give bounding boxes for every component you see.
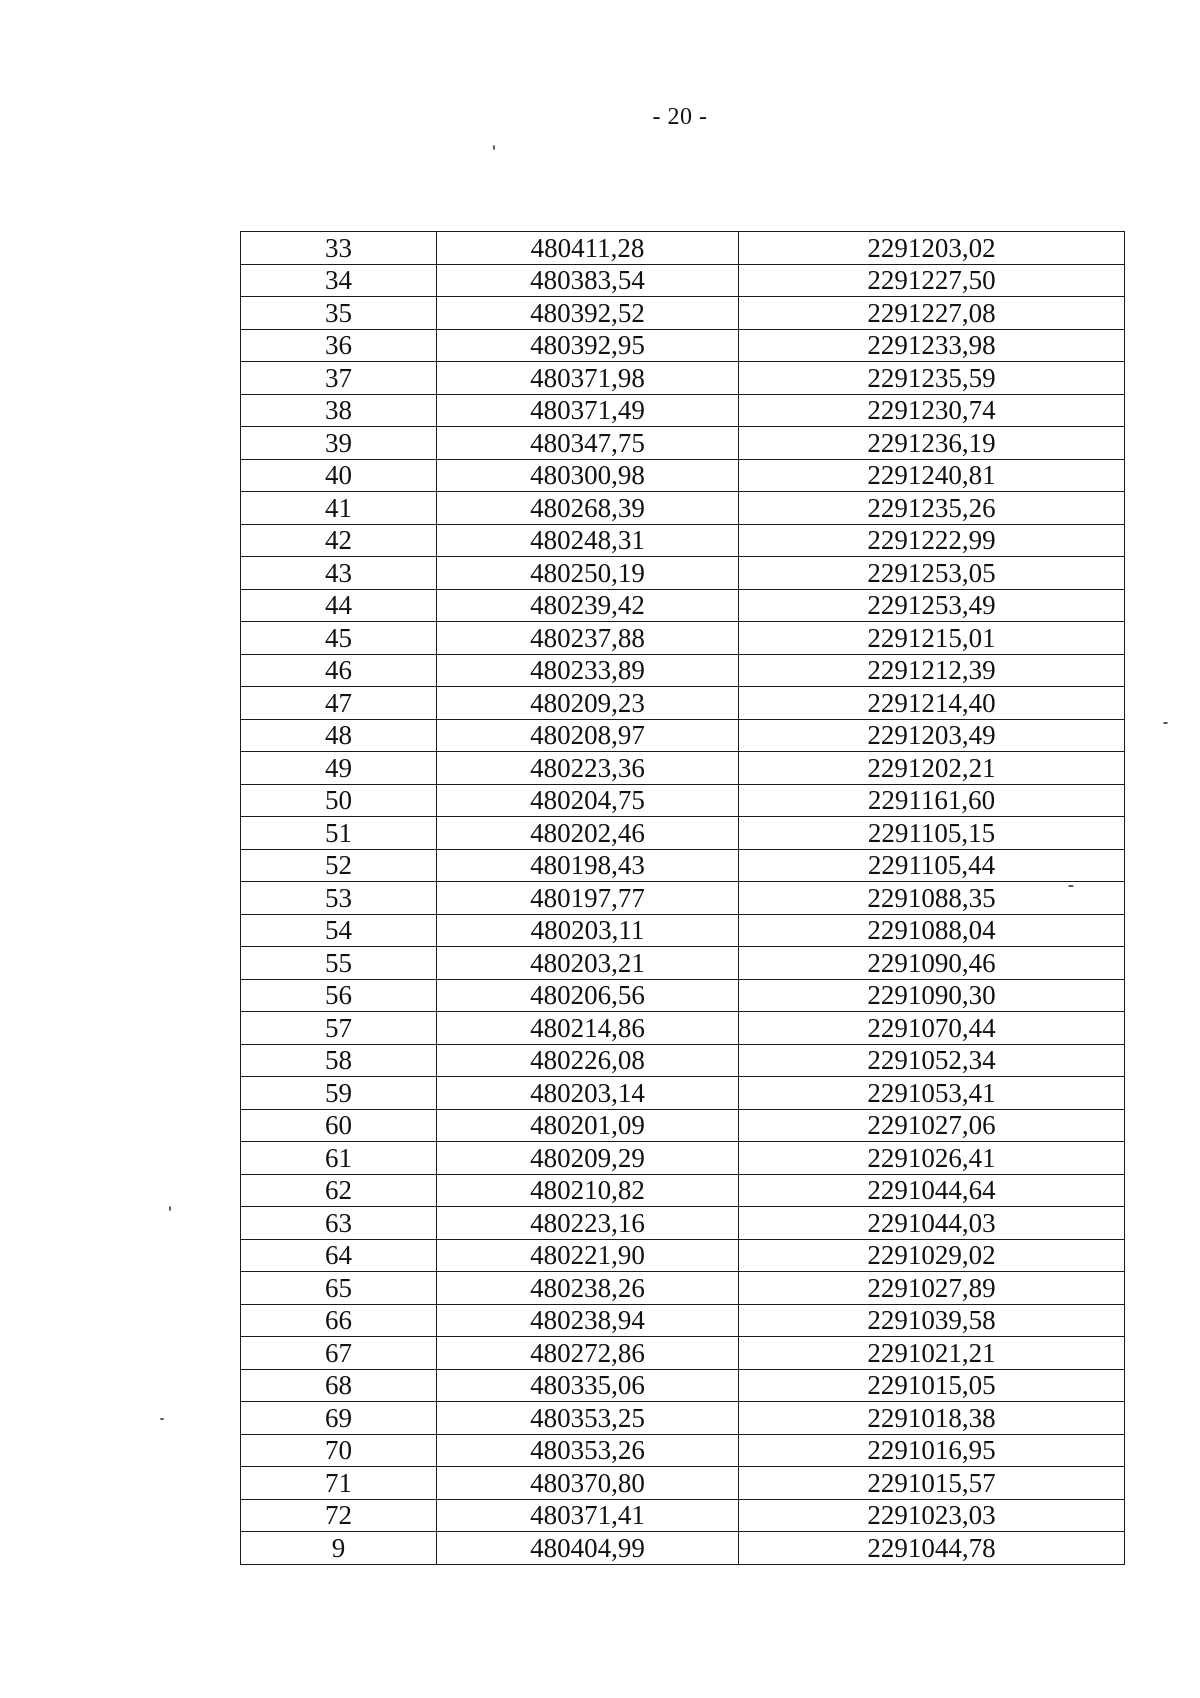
x-coordinate-cell: 480202,46 <box>437 817 739 850</box>
table-row <box>241 1272 1125 1305</box>
point-number-cell: 67 <box>241 1337 437 1370</box>
table-row <box>241 622 1125 655</box>
x-coordinate-cell: 480272,86 <box>437 1337 739 1370</box>
y-coordinate-cell: 2291240,81 <box>739 459 1125 492</box>
x-coordinate-cell: 480370,80 <box>437 1467 739 1500</box>
point-number-cell: 51 <box>241 817 437 850</box>
y-coordinate-cell: 2291214,40 <box>739 687 1125 720</box>
scan-speck <box>169 1206 171 1211</box>
table-row <box>241 1077 1125 1110</box>
y-coordinate-cell: 2291015,05 <box>739 1369 1125 1402</box>
table-row <box>241 882 1125 915</box>
point-number-cell: 64 <box>241 1239 437 1272</box>
point-number-cell: 69 <box>241 1402 437 1435</box>
y-coordinate-cell: 2291021,21 <box>739 1337 1125 1370</box>
x-coordinate-cell: 480206,56 <box>437 979 739 1012</box>
point-number-cell: 43 <box>241 557 437 590</box>
coordinates-table <box>240 231 1125 1565</box>
point-number-cell: 56 <box>241 979 437 1012</box>
x-coordinate-cell: 480237,88 <box>437 622 739 655</box>
table-row <box>241 1207 1125 1240</box>
x-coordinate-cell: 480411,28 <box>437 232 739 265</box>
y-coordinate-cell: 2291235,59 <box>739 362 1125 395</box>
x-coordinate-cell: 480214,86 <box>437 1012 739 1045</box>
y-coordinate-cell: 2291026,41 <box>739 1142 1125 1175</box>
table-row <box>241 849 1125 882</box>
point-number-cell: 49 <box>241 752 437 785</box>
point-number-cell: 35 <box>241 297 437 330</box>
table-row <box>241 362 1125 395</box>
x-coordinate-cell: 480383,54 <box>437 264 739 297</box>
y-coordinate-cell: 2291027,06 <box>739 1109 1125 1142</box>
point-number-cell: 59 <box>241 1077 437 1110</box>
x-coordinate-cell: 480203,21 <box>437 947 739 980</box>
x-coordinate-cell: 480353,25 <box>437 1402 739 1435</box>
y-coordinate-cell: 2291053,41 <box>739 1077 1125 1110</box>
y-coordinate-cell: 2291029,02 <box>739 1239 1125 1272</box>
point-number-cell: 9 <box>241 1532 437 1565</box>
x-coordinate-cell: 480226,08 <box>437 1044 739 1077</box>
x-coordinate-cell: 480300,98 <box>437 459 739 492</box>
coordinates-table-body <box>241 232 1125 1565</box>
point-number-cell: 65 <box>241 1272 437 1305</box>
y-coordinate-cell: 2291227,08 <box>739 297 1125 330</box>
table-row <box>241 1499 1125 1532</box>
table-row <box>241 1304 1125 1337</box>
scan-speck <box>1163 722 1168 724</box>
table-row <box>241 1174 1125 1207</box>
point-number-cell: 58 <box>241 1044 437 1077</box>
x-coordinate-cell: 480268,39 <box>437 492 739 525</box>
table-row <box>241 1369 1125 1402</box>
point-number-cell: 38 <box>241 394 437 427</box>
y-coordinate-cell: 2291105,44 <box>739 849 1125 882</box>
point-number-cell: 62 <box>241 1174 437 1207</box>
y-coordinate-cell: 2291090,30 <box>739 979 1125 1012</box>
x-coordinate-cell: 480198,43 <box>437 849 739 882</box>
x-coordinate-cell: 480204,75 <box>437 784 739 817</box>
table-row <box>241 947 1125 980</box>
scan-speck <box>493 145 495 150</box>
y-coordinate-cell: 2291016,95 <box>739 1434 1125 1467</box>
table-row <box>241 1402 1125 1435</box>
point-number-cell: 33 <box>241 232 437 265</box>
point-number-cell: 57 <box>241 1012 437 1045</box>
y-coordinate-cell: 2291253,05 <box>739 557 1125 590</box>
point-number-cell: 39 <box>241 427 437 460</box>
point-number-cell: 55 <box>241 947 437 980</box>
x-coordinate-cell: 480404,99 <box>437 1532 739 1565</box>
y-coordinate-cell: 2291023,03 <box>739 1499 1125 1532</box>
point-number-cell: 66 <box>241 1304 437 1337</box>
point-number-cell: 72 <box>241 1499 437 1532</box>
scan-speck <box>160 1418 164 1420</box>
y-coordinate-cell: 2291212,39 <box>739 654 1125 687</box>
table-row <box>241 1012 1125 1045</box>
y-coordinate-cell: 2291227,50 <box>739 264 1125 297</box>
x-coordinate-cell: 480335,06 <box>437 1369 739 1402</box>
point-number-cell: 70 <box>241 1434 437 1467</box>
x-coordinate-cell: 480203,11 <box>437 914 739 947</box>
y-coordinate-cell: 2291105,15 <box>739 817 1125 850</box>
table-row <box>241 557 1125 590</box>
y-coordinate-cell: 2291088,35 <box>739 882 1125 915</box>
table-row <box>241 1142 1125 1175</box>
point-number-cell: 36 <box>241 329 437 362</box>
point-number-cell: 34 <box>241 264 437 297</box>
x-coordinate-cell: 480223,16 <box>437 1207 739 1240</box>
y-coordinate-cell: 2291088,04 <box>739 914 1125 947</box>
x-coordinate-cell: 480239,42 <box>437 589 739 622</box>
point-number-cell: 54 <box>241 914 437 947</box>
table-row <box>241 329 1125 362</box>
table-row <box>241 752 1125 785</box>
point-number-cell: 53 <box>241 882 437 915</box>
point-number-cell: 68 <box>241 1369 437 1402</box>
table-row <box>241 914 1125 947</box>
y-coordinate-cell: 2291235,26 <box>739 492 1125 525</box>
point-number-cell: 52 <box>241 849 437 882</box>
table-row <box>241 394 1125 427</box>
point-number-cell: 45 <box>241 622 437 655</box>
table-row <box>241 1337 1125 1370</box>
x-coordinate-cell: 480371,49 <box>437 394 739 427</box>
point-number-cell: 44 <box>241 589 437 622</box>
table-row <box>241 492 1125 525</box>
x-coordinate-cell: 480250,19 <box>437 557 739 590</box>
table-row <box>241 232 1125 265</box>
x-coordinate-cell: 480209,29 <box>437 1142 739 1175</box>
y-coordinate-cell: 2291015,57 <box>739 1467 1125 1500</box>
y-coordinate-cell: 2291070,44 <box>739 1012 1125 1045</box>
y-coordinate-cell: 2291203,49 <box>739 719 1125 752</box>
y-coordinate-cell: 2291230,74 <box>739 394 1125 427</box>
table-row <box>241 979 1125 1012</box>
y-coordinate-cell: 2291203,02 <box>739 232 1125 265</box>
y-coordinate-cell: 2291027,89 <box>739 1272 1125 1305</box>
point-number-cell: 63 <box>241 1207 437 1240</box>
y-coordinate-cell: 2291161,60 <box>739 784 1125 817</box>
x-coordinate-cell: 480392,52 <box>437 297 739 330</box>
table-row <box>241 297 1125 330</box>
y-coordinate-cell: 2291236,19 <box>739 427 1125 460</box>
point-number-cell: 71 <box>241 1467 437 1500</box>
y-coordinate-cell: 2291253,49 <box>739 589 1125 622</box>
table-row <box>241 459 1125 492</box>
table-row <box>241 687 1125 720</box>
table-row <box>241 1434 1125 1467</box>
table-row <box>241 1109 1125 1142</box>
point-number-cell: 60 <box>241 1109 437 1142</box>
y-coordinate-cell: 2291018,38 <box>739 1402 1125 1435</box>
x-coordinate-cell: 480210,82 <box>437 1174 739 1207</box>
x-coordinate-cell: 480233,89 <box>437 654 739 687</box>
table-row <box>241 654 1125 687</box>
x-coordinate-cell: 480371,98 <box>437 362 739 395</box>
x-coordinate-cell: 480353,26 <box>437 1434 739 1467</box>
y-coordinate-cell: 2291052,34 <box>739 1044 1125 1077</box>
point-number-cell: 40 <box>241 459 437 492</box>
x-coordinate-cell: 480371,41 <box>437 1499 739 1532</box>
x-coordinate-cell: 480347,75 <box>437 427 739 460</box>
x-coordinate-cell: 480203,14 <box>437 1077 739 1110</box>
point-number-cell: 47 <box>241 687 437 720</box>
point-number-cell: 42 <box>241 524 437 557</box>
y-coordinate-cell: 2291044,78 <box>739 1532 1125 1565</box>
table-row <box>241 817 1125 850</box>
table-row <box>241 719 1125 752</box>
x-coordinate-cell: 480238,26 <box>437 1272 739 1305</box>
y-coordinate-cell: 2291039,58 <box>739 1304 1125 1337</box>
y-coordinate-cell: 2291233,98 <box>739 329 1125 362</box>
table-row <box>241 1532 1125 1565</box>
point-number-cell: 37 <box>241 362 437 395</box>
point-number-cell: 48 <box>241 719 437 752</box>
y-coordinate-cell: 2291044,64 <box>739 1174 1125 1207</box>
table-row <box>241 784 1125 817</box>
y-coordinate-cell: 2291202,21 <box>739 752 1125 785</box>
x-coordinate-cell: 480223,36 <box>437 752 739 785</box>
table-row <box>241 1239 1125 1272</box>
x-coordinate-cell: 480201,09 <box>437 1109 739 1142</box>
point-number-cell: 61 <box>241 1142 437 1175</box>
table-row <box>241 1044 1125 1077</box>
table-row <box>241 427 1125 460</box>
x-coordinate-cell: 480238,94 <box>437 1304 739 1337</box>
table-row <box>241 524 1125 557</box>
x-coordinate-cell: 480197,77 <box>437 882 739 915</box>
x-coordinate-cell: 480209,23 <box>437 687 739 720</box>
x-coordinate-cell: 480392,95 <box>437 329 739 362</box>
y-coordinate-cell: 2291044,03 <box>739 1207 1125 1240</box>
page-number: - 20 - <box>652 104 708 130</box>
table-row <box>241 264 1125 297</box>
x-coordinate-cell: 480208,97 <box>437 719 739 752</box>
point-number-cell: 41 <box>241 492 437 525</box>
y-coordinate-cell: 2291090,46 <box>739 947 1125 980</box>
point-number-cell: 50 <box>241 784 437 817</box>
y-coordinate-cell: 2291215,01 <box>739 622 1125 655</box>
y-coordinate-cell: 2291222,99 <box>739 524 1125 557</box>
table-row <box>241 1467 1125 1500</box>
point-number-cell: 46 <box>241 654 437 687</box>
x-coordinate-cell: 480248,31 <box>437 524 739 557</box>
x-coordinate-cell: 480221,90 <box>437 1239 739 1272</box>
table-row <box>241 589 1125 622</box>
